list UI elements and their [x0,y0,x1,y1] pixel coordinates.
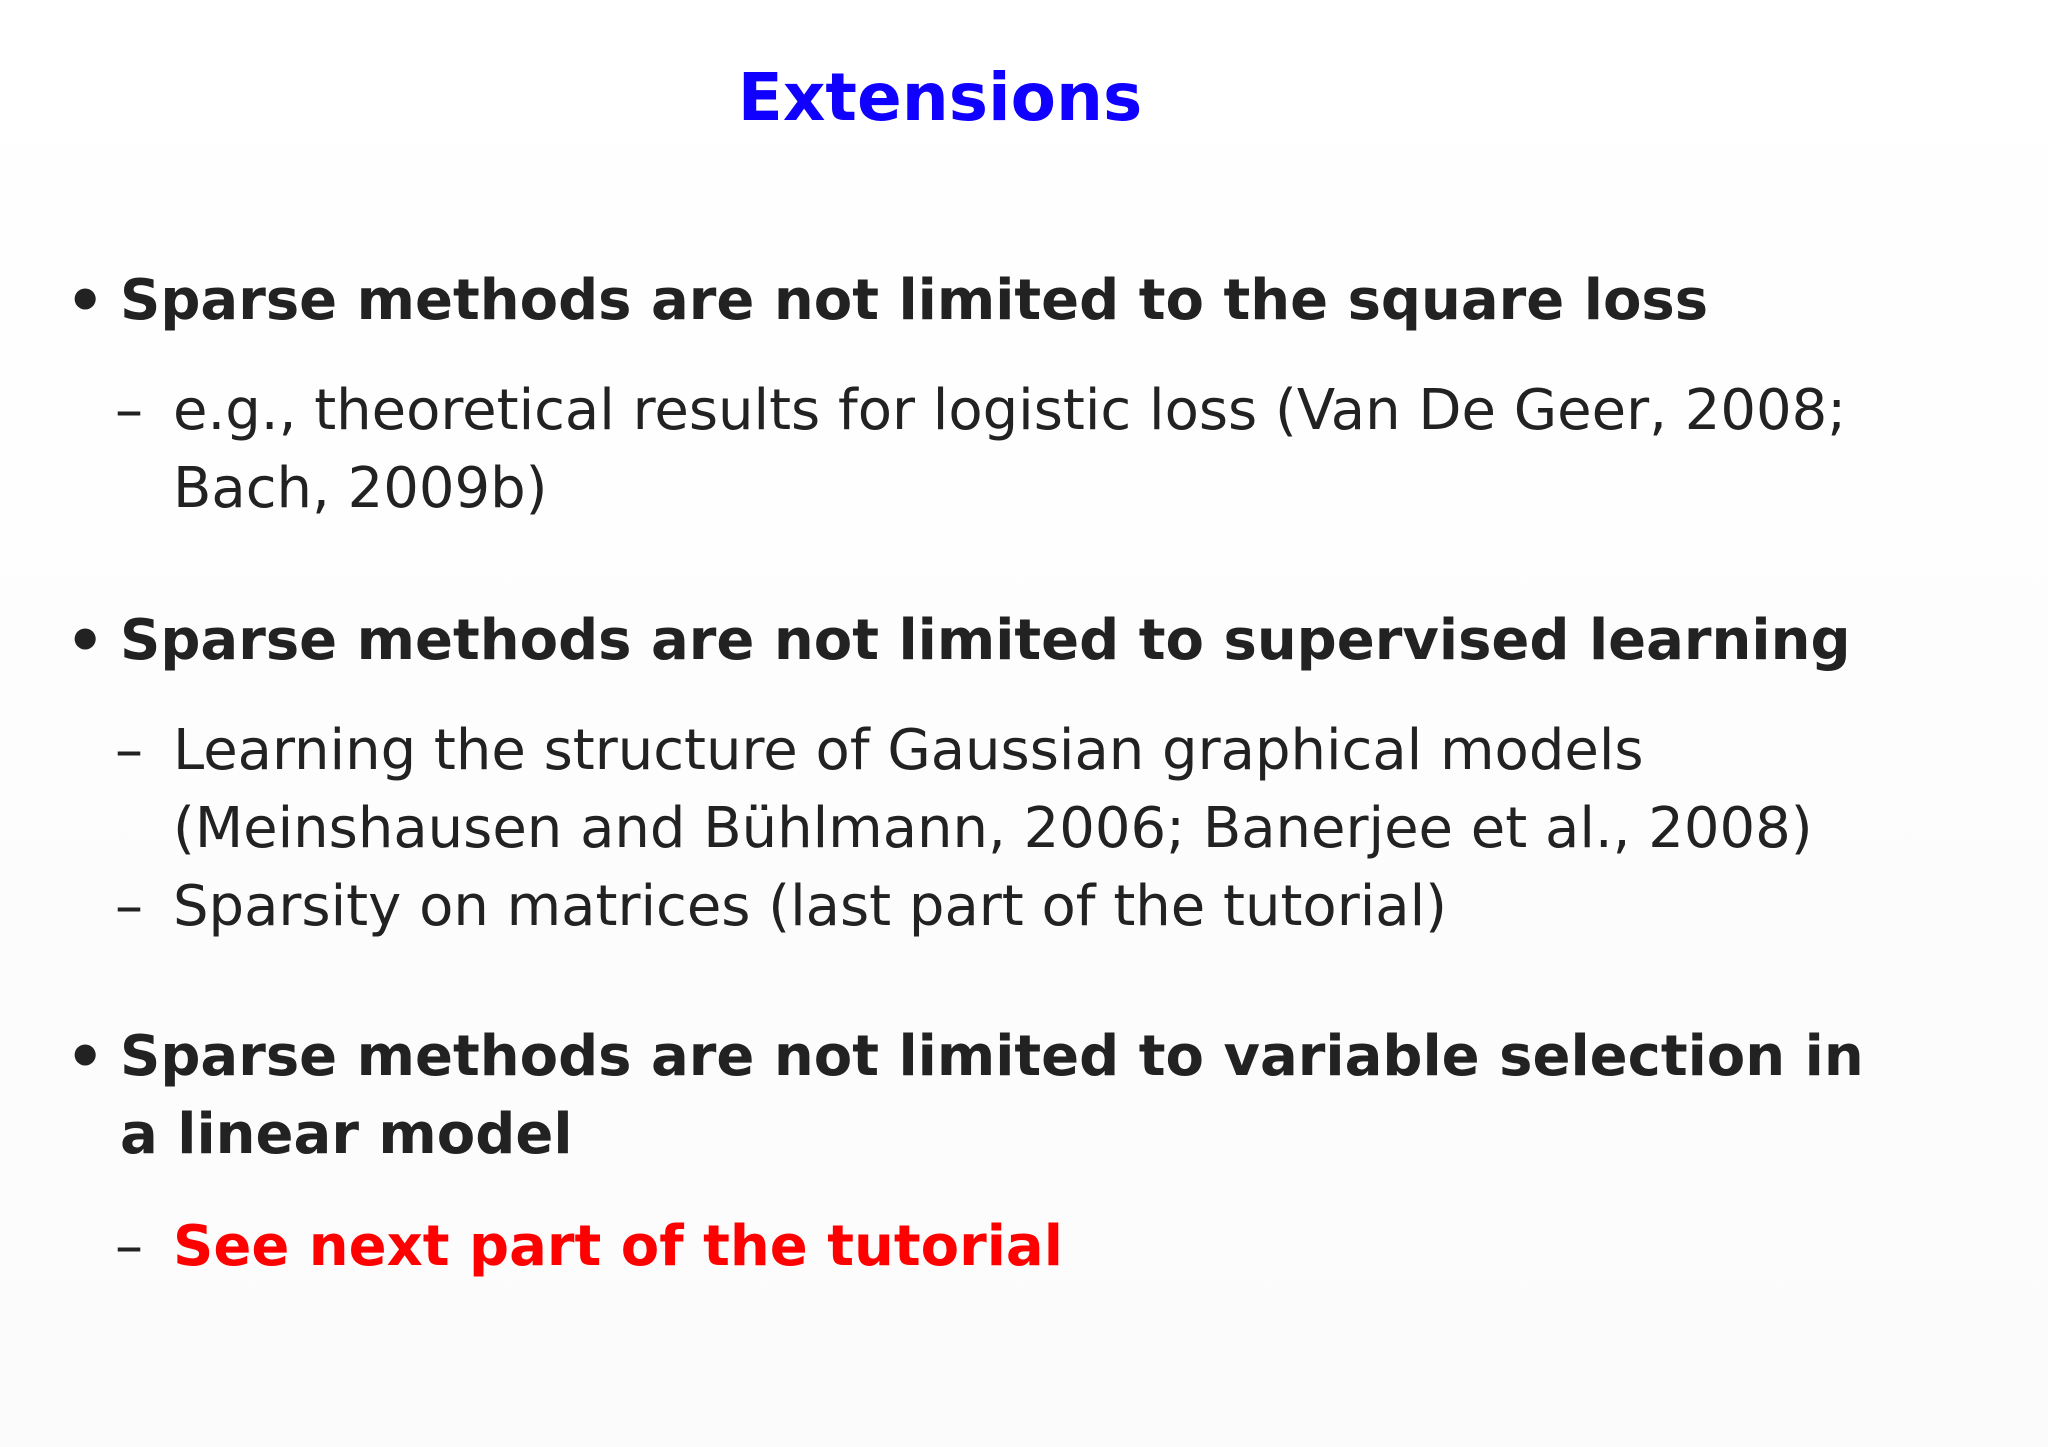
sub-list [0,712,1960,946]
bullet-icon: • [66,1022,105,1092]
slide-title: Extensions [737,59,1143,136]
sub-item [0,868,1960,946]
dash-icon: – [115,1214,143,1279]
sub-item [0,1208,1960,1286]
bullet-text: Sparse methods are not limited to the square loss [120,268,1709,333]
dash-icon: – [115,874,143,939]
sub-item-text: e.g., theoretical results for logistic loss (Van De Geer, 2008; Bach, 2009b) [173,378,1847,521]
bullet-text: Sparse methods are not limited to supervised learning [120,608,1851,673]
sub-item-text-emphasis: See next part of the tutorial [173,1214,1063,1279]
bullet-icon: • [66,266,105,336]
sub-item-text: Learning the structure of Gaussian graphical models (Meinshausen and Bühlmann, 2006; Banerjee et al., 2008) [173,718,1813,861]
sub-item [0,712,1960,868]
dash-icon: – [115,718,143,783]
sub-list [0,1208,1960,1286]
sub-item [0,372,1960,528]
bullet-icon: • [66,606,105,676]
bullet-text: Sparse methods are not limited to variable selection in a linear model [120,1024,1864,1167]
sub-list [0,372,1960,528]
dash-icon: – [115,378,143,443]
sub-item-text: Sparsity on matrices (last part of the tutorial) [173,874,1447,939]
